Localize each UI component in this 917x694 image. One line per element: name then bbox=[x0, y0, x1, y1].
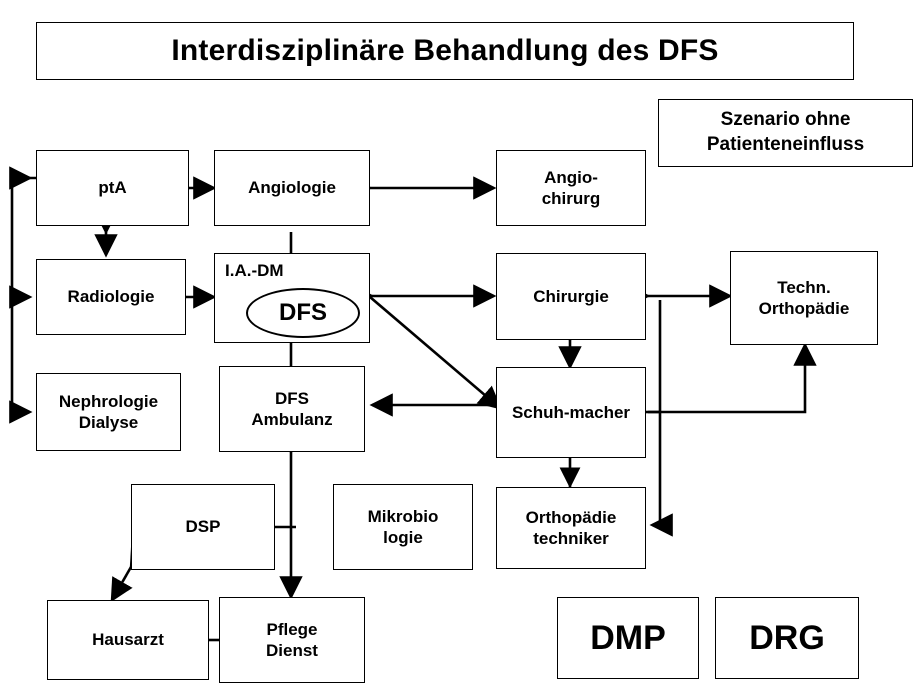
node-angiologie-label: Angiologie bbox=[248, 178, 336, 198]
node-dfs-oval-label: DFS bbox=[279, 299, 327, 326]
node-schuhmacher-label: Schuh-macher bbox=[511, 402, 631, 422]
note-line-1: Szenario ohne bbox=[720, 109, 851, 131]
node-nephrologie-dialyse[interactable] bbox=[36, 373, 181, 451]
node-mikrobiologie-label-1: Mikrobio bbox=[367, 506, 439, 526]
node-mikrobiologie[interactable] bbox=[333, 484, 473, 570]
node-hausarzt[interactable] bbox=[47, 600, 209, 680]
node-ia-dm-label: I.A.-DM bbox=[225, 261, 284, 280]
node-dmp-label: DMP bbox=[590, 618, 666, 657]
node-orthopaedietechniker-label-1: Orthopädie bbox=[525, 507, 617, 527]
node-dfs-ambulanz-label-1: DFS bbox=[275, 388, 309, 408]
node-pta-label: ptA bbox=[98, 178, 127, 198]
node-angiochirurg-label-2: chirurg bbox=[541, 189, 601, 208]
note-scenario bbox=[658, 99, 913, 167]
node-techn-orthopaedie-label-2: Orthopädie bbox=[758, 299, 850, 318]
node-chirurgie[interactable] bbox=[496, 253, 646, 340]
node-angiologie[interactable] bbox=[214, 150, 370, 226]
node-pta[interactable] bbox=[36, 150, 189, 226]
node-orthopaedietechniker[interactable] bbox=[496, 487, 646, 569]
node-dfs-ambulanz-label-2: Ambulanz bbox=[251, 410, 333, 429]
node-dsp[interactable] bbox=[131, 484, 275, 570]
node-dmp[interactable] bbox=[557, 597, 699, 679]
node-dsp-label: DSP bbox=[185, 517, 221, 537]
node-radiologie-label: Radiologie bbox=[67, 287, 155, 307]
diagram-title-text: Interdisziplinäre Behandlung des DFS bbox=[171, 34, 719, 68]
node-angiochirurg[interactable] bbox=[496, 150, 646, 226]
node-pflegedienst-label-1: Pflege bbox=[266, 619, 318, 639]
node-techn-orthopaedie[interactable] bbox=[730, 251, 878, 345]
node-chirurgie-label: Chirurgie bbox=[533, 286, 609, 306]
note-line-2: Patienteneinfluss bbox=[706, 134, 865, 155]
node-hausarzt-label: Hausarzt bbox=[92, 630, 164, 650]
node-dfs-ambulanz[interactable] bbox=[219, 366, 365, 452]
node-drg-label: DRG bbox=[749, 618, 825, 657]
node-techn-orthopaedie-label-1: Techn. bbox=[777, 277, 831, 297]
node-mikrobiologie-label-2: logie bbox=[383, 528, 423, 547]
node-orthopaedietechniker-label-2: techniker bbox=[533, 529, 609, 548]
node-drg[interactable] bbox=[715, 597, 859, 679]
node-dfs-oval[interactable] bbox=[246, 288, 360, 338]
node-angiochirurg-label-1: Angio- bbox=[544, 167, 598, 187]
node-pflegedienst-label-2: Dienst bbox=[266, 641, 318, 660]
node-pflegedienst[interactable] bbox=[219, 597, 365, 683]
node-schuhmacher[interactable] bbox=[496, 367, 646, 458]
node-nephrologie-label-2: Dialyse bbox=[78, 413, 139, 432]
node-nephrologie-label-1: Nephrologie bbox=[58, 391, 159, 411]
node-radiologie[interactable] bbox=[36, 259, 186, 335]
diagram-title bbox=[36, 22, 854, 80]
